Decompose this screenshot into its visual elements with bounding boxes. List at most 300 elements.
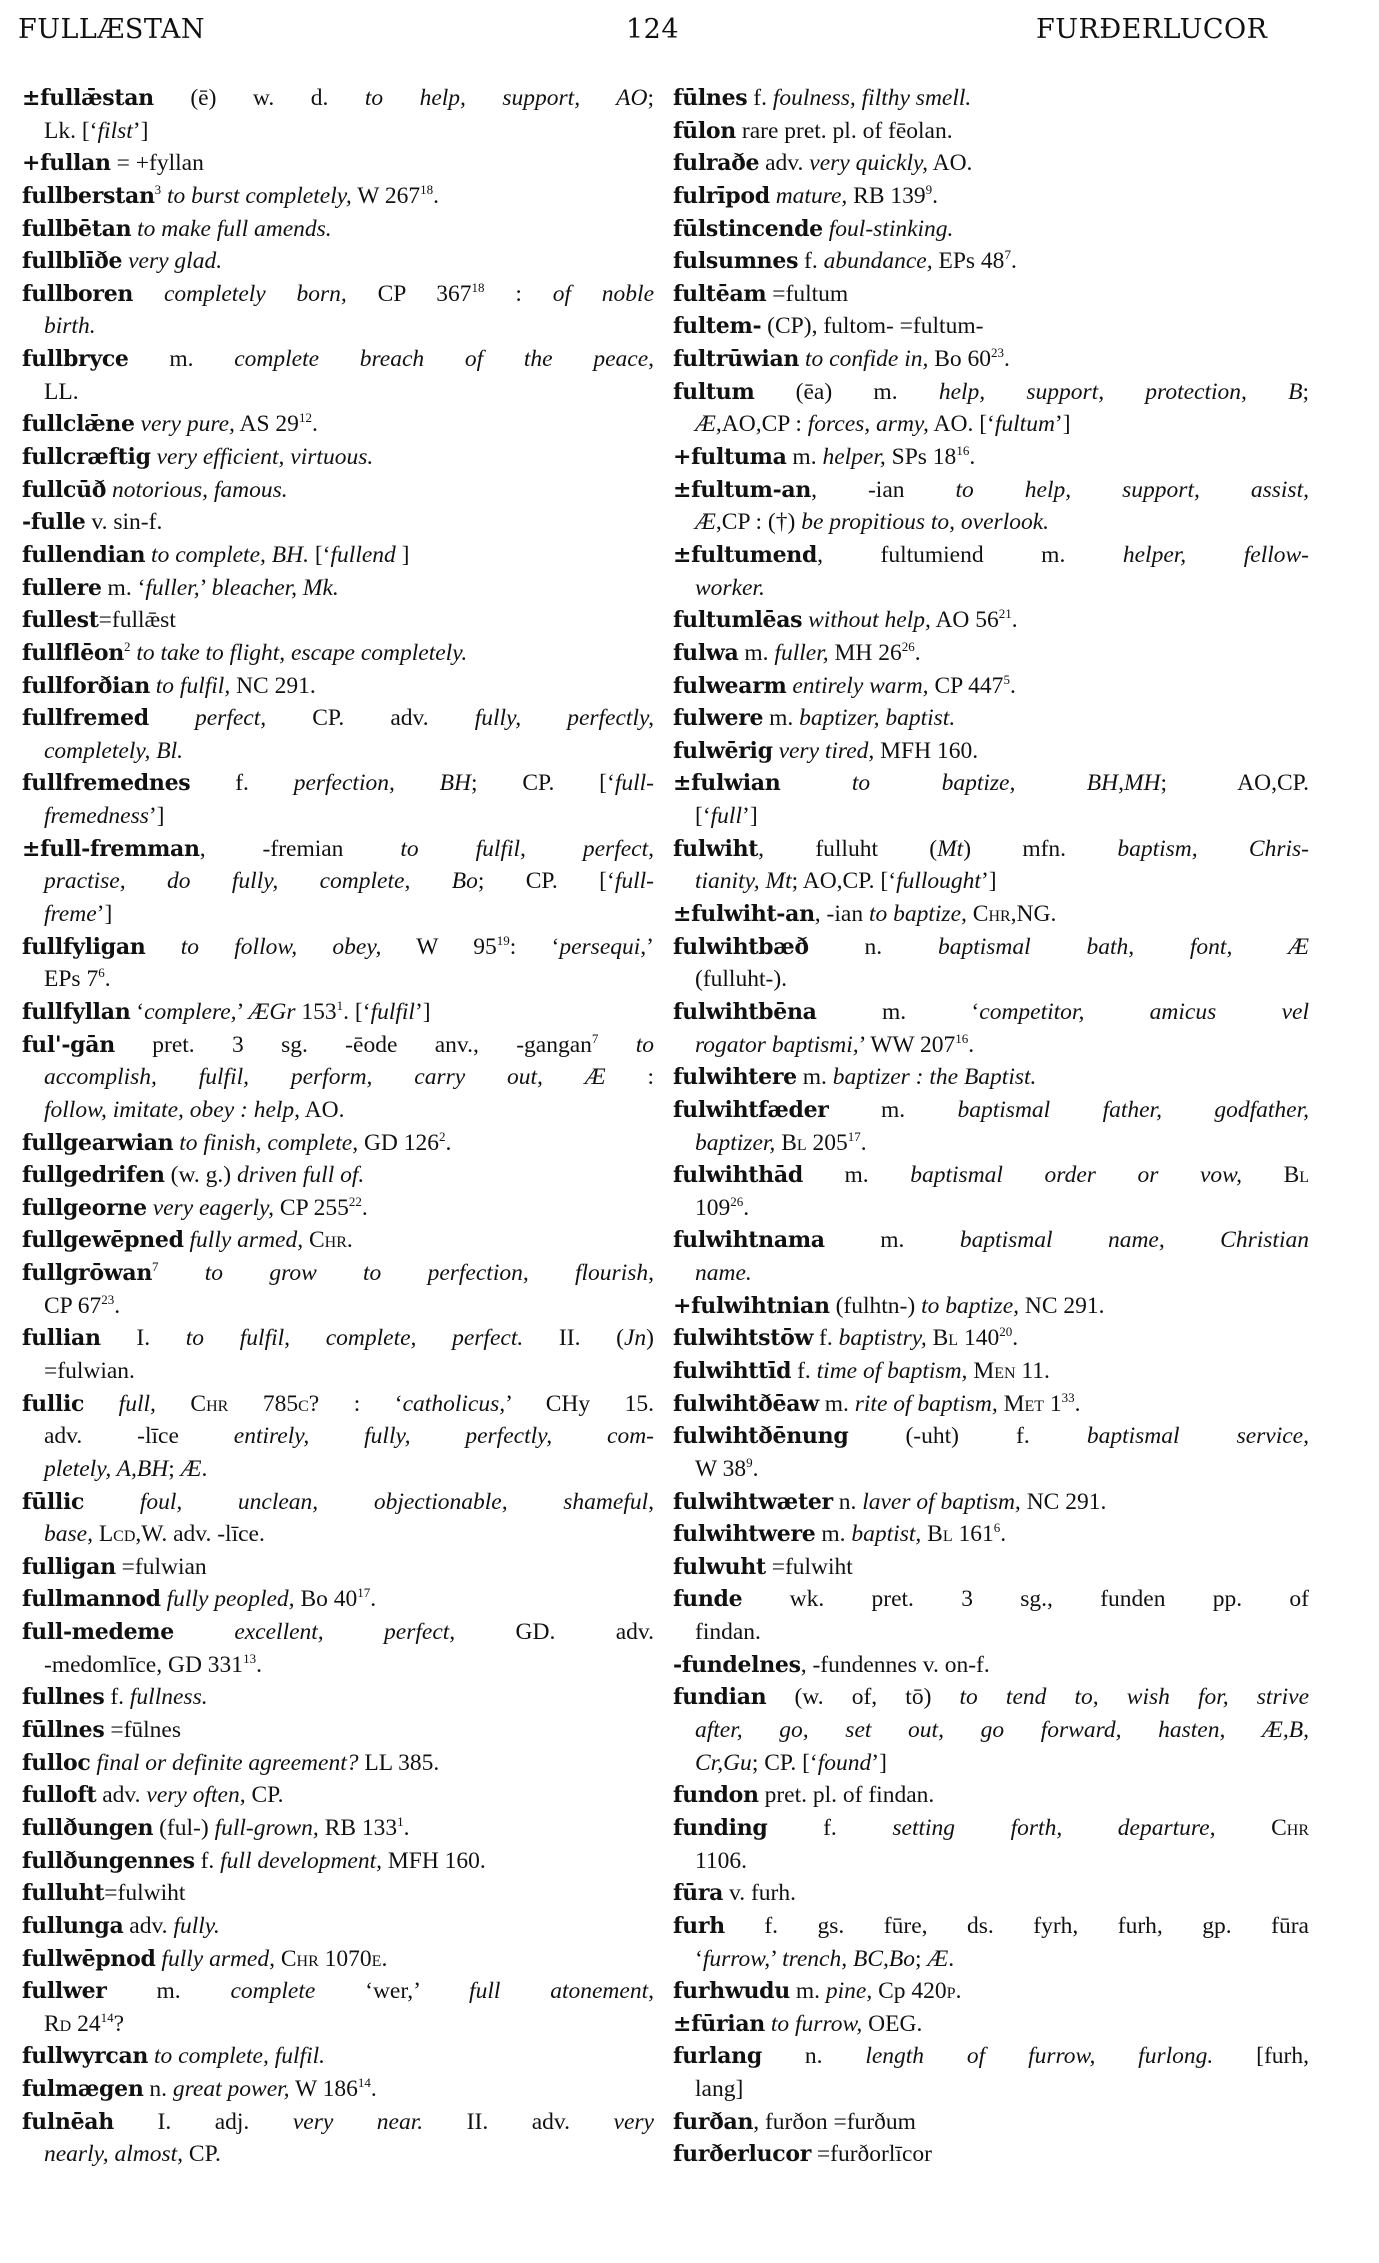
dictionary-entry-line — [673, 1290, 1309, 1323]
entry-text: , -ian — [811, 476, 956, 503]
definition-text: fultum — [994, 411, 1055, 438]
reference-superscript: 7 — [591, 1030, 599, 1046]
entry-text: I. — [100, 1325, 186, 1352]
headword: fultumlēas — [673, 607, 803, 634]
definition-text: complere, — [144, 998, 237, 1025]
dictionary-entry-line — [22, 1127, 654, 1160]
headword: fullðungennes — [22, 1847, 195, 1874]
entry-text: m. — [815, 1521, 852, 1548]
headword: +fullan — [22, 150, 111, 177]
headword: fulwihtfæder — [673, 1096, 829, 1123]
definition-text: foul, unclean, objectionable, shameful, — [139, 1488, 654, 1515]
headword: fulwihtwere — [673, 1521, 816, 1548]
definition-text: fully. — [173, 1912, 220, 1939]
entry-text: ; CP. [‘ — [471, 770, 615, 797]
dictionary-entry-line — [22, 767, 654, 800]
entry-text: pret. pl. of findan. — [758, 1782, 935, 1809]
headword: fullgewēpned — [22, 1227, 184, 1254]
headword: fultrūwian — [673, 346, 800, 373]
headword: ±fulwian — [673, 770, 781, 797]
definition-text: worker. — [695, 574, 765, 601]
entry-text: ,AO,CP : — [715, 411, 808, 438]
definition-text: to fulfil, perfect, — [400, 835, 654, 862]
definition-text: catholicus, — [402, 1390, 506, 1417]
dictionary-entry-line — [22, 1943, 654, 1976]
definition-text: Mt — [937, 835, 964, 862]
definition-text: driven full of. — [236, 1162, 365, 1189]
entry-continuation-line — [22, 376, 654, 409]
entry-text: Cp 420 — [872, 1978, 947, 2005]
dictionary-entry-line — [22, 343, 654, 376]
dictionary-entry-line — [22, 1714, 654, 1747]
dictionary-entry-line — [22, 1486, 654, 1519]
entry-text: . — [1009, 672, 1016, 699]
definition-text: follow, imitate, obey : help, — [44, 1096, 301, 1123]
entry-continuation-line — [22, 115, 654, 148]
source-abbreviation: Rd — [44, 2010, 72, 2037]
headword: +fulwihtnian — [673, 1292, 830, 1319]
reference-superscript: 12 — [298, 410, 312, 426]
headword: fulloft — [22, 1782, 97, 1809]
headword: fullforðian — [22, 672, 150, 699]
entry-text: LL. — [44, 378, 79, 405]
entry-text: m. — [818, 1390, 855, 1417]
headword: fūllnes — [22, 1717, 105, 1744]
entry-text: Bo 60 — [928, 346, 992, 373]
entry-continuation-line — [22, 735, 654, 768]
definition-text: to make full amends. — [137, 215, 332, 242]
dictionary-entry-line — [673, 2106, 1309, 2139]
entry-text: 161 — [952, 1521, 994, 1548]
definition-text: to furrow, — [770, 2010, 863, 2037]
definition-text: baptizer, — [695, 1129, 776, 1156]
source-abbreviation: Chr — [190, 1390, 229, 1417]
definition-text: Æ — [1288, 933, 1309, 960]
entry-text — [1232, 934, 1288, 960]
definition-text: length of furrow, furlong. — [865, 2043, 1214, 2070]
headword: fullgearwian — [22, 1129, 174, 1156]
entry-text: RB 133 — [318, 1814, 398, 1841]
definition-text: base, — [44, 1521, 93, 1548]
dictionary-entry-line — [22, 245, 654, 278]
entry-text: = +fyllan — [110, 150, 204, 177]
source-abbreviation: Chr — [1271, 1814, 1309, 1841]
entry-text: 140 — [958, 1325, 1000, 1352]
definition-text: mature, — [775, 182, 848, 209]
entry-text — [543, 1064, 585, 1090]
entry-text: GD 126 — [358, 1129, 440, 1156]
definition-text: fremedness — [44, 803, 149, 830]
entry-text: ; AO,CP. [‘ — [791, 868, 897, 895]
entry-text: 205 — [806, 1129, 848, 1156]
headword: fūra — [673, 1880, 724, 1907]
entry-text — [156, 1391, 191, 1417]
entry-text: =furðorlīcor — [811, 2141, 932, 2168]
entry-text: . — [1010, 248, 1017, 275]
headword: ±fulwiht-an — [673, 901, 815, 928]
dictionary-entry-line — [22, 1877, 654, 1910]
entry-text: , -fundennes v. on-f. — [800, 1651, 990, 1678]
entry-text: ’] — [148, 803, 165, 830]
entry-text: =fūlnes — [104, 1717, 182, 1744]
headword: fullgeorne — [22, 1194, 147, 1221]
definition-text: great power, — [172, 2076, 290, 2103]
headword: funde — [673, 1586, 743, 1613]
entry-text: =fullǣst — [98, 607, 176, 634]
headword: fulsumnes — [673, 248, 799, 275]
entry-text: CP 367 — [346, 280, 472, 307]
dictionary-entry-line — [673, 833, 1309, 866]
entry-text: AO. — [928, 150, 973, 177]
definition-text: fullness. — [129, 1684, 208, 1711]
source-abbreviation: Chr — [972, 901, 1011, 928]
dictionary-entry-line — [673, 670, 1309, 703]
entry-text: . — [381, 1945, 388, 1972]
entry-text: ’ CHy 15. — [505, 1390, 654, 1417]
definition-text: pine, — [825, 1978, 873, 2005]
entry-text: m. — [763, 705, 800, 732]
entry-continuation-line — [22, 1061, 654, 1094]
headword: fullgedrifen — [22, 1162, 165, 1189]
entry-text — [780, 770, 851, 796]
entry-text: CP. — [183, 2141, 221, 2168]
entry-text: : ‘ — [509, 933, 560, 960]
reference-superscript: 9 — [746, 1454, 753, 1470]
headword: fullbētan — [22, 215, 132, 242]
entry-text — [84, 1489, 140, 1515]
definition-text: bleacher, Mk. — [211, 574, 339, 601]
entry-text: ; AO,CP. — [1160, 770, 1309, 797]
dictionary-entry-line — [673, 702, 1309, 735]
definition-text: to fulfil, — [155, 672, 231, 699]
entry-text: f. gs. fūre, ds. fyrh, furh, gp. fūra — [724, 1912, 1309, 1939]
entry-text: . — [114, 1292, 121, 1319]
entry-text: ; — [168, 1455, 181, 1482]
entry-text: ‘ — [695, 1945, 703, 1972]
dictionary-entry-line — [673, 931, 1309, 964]
definition-text: of noble — [552, 280, 654, 307]
dictionary-entry-line — [673, 1322, 1309, 1355]
dictionary-entry-line — [673, 2008, 1309, 2041]
entry-text: ’] — [1054, 411, 1071, 438]
entry-text: m. — [828, 1096, 958, 1123]
entry-continuation-line — [673, 1845, 1309, 1878]
entry-text: m. — [796, 1064, 833, 1091]
definition-text: baptismal name, Christian — [959, 1227, 1309, 1254]
dictionary-entry-line — [673, 1420, 1309, 1453]
entry-text: f. — [747, 85, 773, 111]
headword: fulnēah — [22, 2108, 114, 2135]
entry-text — [84, 1391, 119, 1417]
dictionary-entry-line — [22, 931, 654, 964]
headword: fulwihtbēna — [673, 998, 817, 1025]
dictionary-entry-line — [22, 213, 654, 246]
entry-text — [159, 1260, 205, 1286]
reference-superscript: 23 — [101, 1291, 115, 1307]
definition-text: time of baptism, — [816, 1357, 968, 1384]
definition-text: after, go, set out, go forward, hasten, Æ,B, — [695, 1717, 1309, 1744]
headword: fullendian — [22, 541, 146, 568]
definition-text: rite of baptism, — [854, 1390, 998, 1417]
headword: fulwihtðēnung — [673, 1423, 849, 1450]
headword: ±fullǣstan — [22, 85, 154, 111]
headword: fūlnes — [673, 85, 748, 111]
reference-superscript: 17 — [357, 1585, 371, 1601]
entry-text: m. ‘ — [101, 574, 146, 601]
entry-text: . — [914, 639, 921, 666]
dictionary-entry-line — [22, 147, 654, 180]
entry-text: . — [968, 1031, 975, 1058]
entry-continuation-line — [673, 572, 1309, 605]
definition-text: Æ — [927, 1945, 949, 1972]
source-abbreviation: Bl — [932, 1325, 959, 1352]
entry-text: EPs 7 — [44, 966, 99, 993]
headword: fullest — [22, 607, 99, 634]
entry-text: . — [370, 2076, 377, 2103]
dictionary-entry-line — [22, 506, 654, 539]
headword: fultēam — [673, 280, 767, 307]
reference-superscript: 18 — [471, 279, 485, 295]
headword: fullboren — [22, 280, 134, 307]
dictionary-entry-line — [22, 2073, 654, 2106]
definition-text: tianity, Mt — [695, 868, 792, 895]
dictionary-entry-line — [22, 1910, 654, 1943]
entry-continuation-line — [22, 1290, 654, 1323]
definition-text: to — [851, 770, 871, 797]
entry-text: SPs 18 — [885, 444, 957, 471]
entry-text: (fulhtn-) — [829, 1292, 922, 1319]
entry-text: Bo 40 — [294, 1586, 358, 1613]
definition-text: abundance, — [823, 248, 933, 275]
entry-continuation-line — [22, 1453, 654, 1486]
entry-text: NC 291. — [1020, 1488, 1107, 1515]
entry-text: =fulwiht — [104, 1880, 186, 1907]
definition-text: fully armed, — [161, 1945, 275, 1972]
definition-text: filst — [97, 117, 133, 144]
definition-text: fullought — [896, 868, 981, 895]
dictionary-entry-line — [22, 833, 654, 866]
dictionary-entry-line — [673, 1975, 1309, 2008]
entry-continuation-line — [673, 800, 1309, 833]
dictionary-entry-line — [22, 1159, 654, 1192]
headword: -fulle — [22, 509, 86, 536]
entry-text: Lk. [‘ — [44, 117, 98, 144]
definition-text: name. — [695, 1260, 752, 1287]
source-abbreviation: Men — [973, 1357, 1016, 1384]
headword: fundian — [673, 1684, 767, 1711]
dictionary-entry-line — [673, 898, 1309, 931]
definition-text: rogator baptismi, — [695, 1031, 859, 1058]
headword: fulligan — [22, 1553, 116, 1580]
definition-text: baptismal father, godfather, — [957, 1096, 1309, 1123]
entry-text: 109 — [695, 1194, 731, 1221]
entry-text: . — [361, 1194, 368, 1221]
entry-text: II. adv. — [423, 2108, 614, 2135]
entry-text: . — [445, 1129, 452, 1156]
dictionary-entry-line — [22, 180, 654, 213]
dictionary-entry-line — [22, 278, 654, 311]
dictionary-entry-line — [673, 604, 1309, 637]
dictionary-entry-line — [673, 1224, 1309, 1257]
entry-text: : — [484, 280, 553, 307]
entry-text: LL 385. — [358, 1749, 440, 1776]
headword: fulwihtðēaw — [673, 1390, 819, 1417]
entry-text: GD. adv. — [455, 1619, 654, 1646]
entry-text: W 38 — [695, 1455, 747, 1482]
definition-text: to help, support, assist, — [955, 476, 1309, 503]
headword: fulwihtnama — [673, 1227, 825, 1254]
definition-text: very near. — [292, 2108, 424, 2135]
definition-text: fully, perfectly, — [474, 705, 654, 732]
entry-text: n. — [832, 1488, 863, 1515]
entry-text: W 95 — [381, 933, 497, 960]
entry-text: NC 291. — [1019, 1292, 1105, 1319]
dictionary-entry-line — [673, 1094, 1309, 1127]
entry-continuation-line — [673, 1714, 1309, 1747]
headword: funding — [673, 1814, 768, 1841]
dictionary-entry-line — [673, 1159, 1309, 1192]
definition-text: very pure, — [140, 411, 235, 438]
headword: fullere — [22, 574, 102, 601]
entry-text: ) — [646, 1325, 654, 1352]
definition-text: to take to flight, escape completely. — [136, 639, 468, 666]
entry-text: , -ian — [814, 901, 869, 928]
headword: fullic — [22, 1390, 85, 1417]
headword: fullflēon — [22, 639, 124, 666]
definition-text: laver of baptism, — [862, 1488, 1021, 1515]
entry-text: ’] — [96, 901, 113, 928]
entry-text: . — [311, 411, 318, 438]
definition-text: baptist, — [851, 1521, 922, 1548]
entry-continuation-line — [22, 1094, 654, 1127]
definition-text: Jn — [623, 1325, 647, 1352]
source-abbreviation: Chr — [308, 1227, 347, 1254]
entry-text: ’ — [770, 1945, 783, 1972]
entry-text: f. — [813, 1325, 839, 1352]
entry-text: rare pret. pl. of fēolan. — [736, 117, 953, 144]
entry-text: (CP), fultom- =fultum- — [761, 313, 984, 340]
entry-text: ,W. adv. -līce. — [135, 1521, 265, 1548]
entry-continuation-line — [673, 1127, 1309, 1160]
entry-text: . — [860, 1129, 867, 1156]
headword: fundon — [673, 1782, 759, 1809]
source-abbreviation: p — [946, 1978, 956, 2005]
definition-text: found — [817, 1749, 872, 1776]
definition-text: full-grown, — [214, 1814, 319, 1841]
headword: fulwērig — [673, 737, 773, 764]
entry-text: ,NG. — [1010, 901, 1057, 928]
definition-text: baptize, — [941, 770, 1016, 797]
entry-text: CP 67 — [44, 1292, 102, 1319]
dictionary-entry-line — [673, 180, 1309, 213]
reference-superscript: 21 — [998, 606, 1012, 622]
entry-text: 785 — [228, 1390, 299, 1417]
entry-text: RB 139 — [847, 182, 926, 209]
entry-text: m. — [738, 639, 775, 666]
definition-text: very quickly, — [809, 150, 929, 177]
dictionary-entry-line — [22, 1975, 654, 2008]
definition-text: fulfil — [370, 998, 415, 1025]
definition-text: very eagerly, — [152, 1194, 275, 1221]
dictionary-entry-line — [22, 408, 654, 441]
entry-text: CP 255 — [274, 1194, 349, 1221]
entry-text — [1242, 1162, 1284, 1188]
entry-text: f. — [767, 1814, 893, 1841]
entry-continuation-line — [22, 310, 654, 343]
definition-text: full- — [614, 868, 654, 895]
definition-text: baptism, Chris- — [1117, 835, 1309, 862]
definition-text: completely, Bl. — [44, 737, 183, 764]
headword: fullwer — [22, 1978, 107, 2005]
dictionary-entry-line — [22, 1388, 654, 1421]
source-abbreviation: Bl — [927, 1521, 953, 1548]
entry-text: CP 447 — [928, 672, 1004, 699]
definition-text: birth. — [44, 313, 96, 340]
headword: fulluht — [22, 1880, 105, 1907]
dictionary-entry-line — [673, 82, 1309, 115]
definition-text: very — [613, 2108, 654, 2135]
definition-text: to finish, complete, — [179, 1129, 359, 1156]
headword: fullwēpnod — [22, 1945, 156, 1972]
source-abbreviation: c — [298, 1390, 309, 1417]
definition-text: to baptize, — [868, 901, 967, 928]
entry-text: . — [433, 182, 439, 209]
headword: fulloc — [22, 1749, 91, 1776]
entry-text — [1015, 770, 1086, 796]
definition-text: completely born, — [163, 280, 347, 307]
headword: fullian — [22, 1325, 101, 1352]
definition-text: fuller, — [774, 639, 829, 666]
definition-text: practise, do fully, complete, Bo — [44, 868, 478, 895]
entry-text: -medomlīce, GD 331 — [44, 1651, 244, 1678]
entry-text: ’] — [980, 868, 997, 895]
headword: fulwihtere — [673, 1064, 797, 1091]
dictionary-entry-line — [673, 474, 1309, 507]
headword: fūlstincende — [673, 215, 823, 242]
definition-text: full atonement, — [469, 1978, 654, 2005]
reference-superscript: 3 — [154, 181, 162, 197]
headword: fullberstan — [22, 182, 155, 209]
reference-superscript: 2 — [439, 1128, 446, 1144]
entry-text — [870, 770, 941, 796]
reference-superscript: 16 — [955, 1030, 969, 1046]
dictionary-entry-line — [673, 1486, 1309, 1519]
dictionary-entry-line — [673, 147, 1309, 180]
reference-superscript: 26 — [730, 1193, 744, 1209]
definition-text: baptizer : the Baptist. — [832, 1064, 1037, 1091]
running-head-left: FULLÆSTAN — [18, 14, 206, 45]
entry-text: 1 — [1044, 1390, 1062, 1417]
definition-text: entirely warm, — [792, 672, 929, 699]
definition-text: to complete, BH. — [151, 541, 309, 568]
dictionary-entry-line — [673, 1779, 1309, 1812]
running-head-right: FURÐERLUCOR — [1036, 14, 1268, 45]
definition-text: entirely, fully, perfectly, com- — [233, 1423, 654, 1450]
headword: fullwyrcan — [22, 2043, 149, 2070]
definition-text: furrow, — [702, 1945, 771, 1972]
headword: fullnes — [22, 1684, 105, 1711]
entry-text: m. — [106, 1978, 231, 2005]
entry-text: =fulwian — [115, 1553, 207, 1580]
entry-text: . — [370, 1586, 377, 1613]
entry-continuation-line — [673, 865, 1309, 898]
reference-superscript: 20 — [999, 1324, 1013, 1340]
entry-continuation-line — [22, 800, 654, 833]
entry-text: v. furh. — [723, 1880, 796, 1907]
headword: fulmægen — [22, 2076, 144, 2103]
definition-text: perfection, BH — [293, 770, 471, 797]
dictionary-entry-line — [673, 2040, 1309, 2073]
